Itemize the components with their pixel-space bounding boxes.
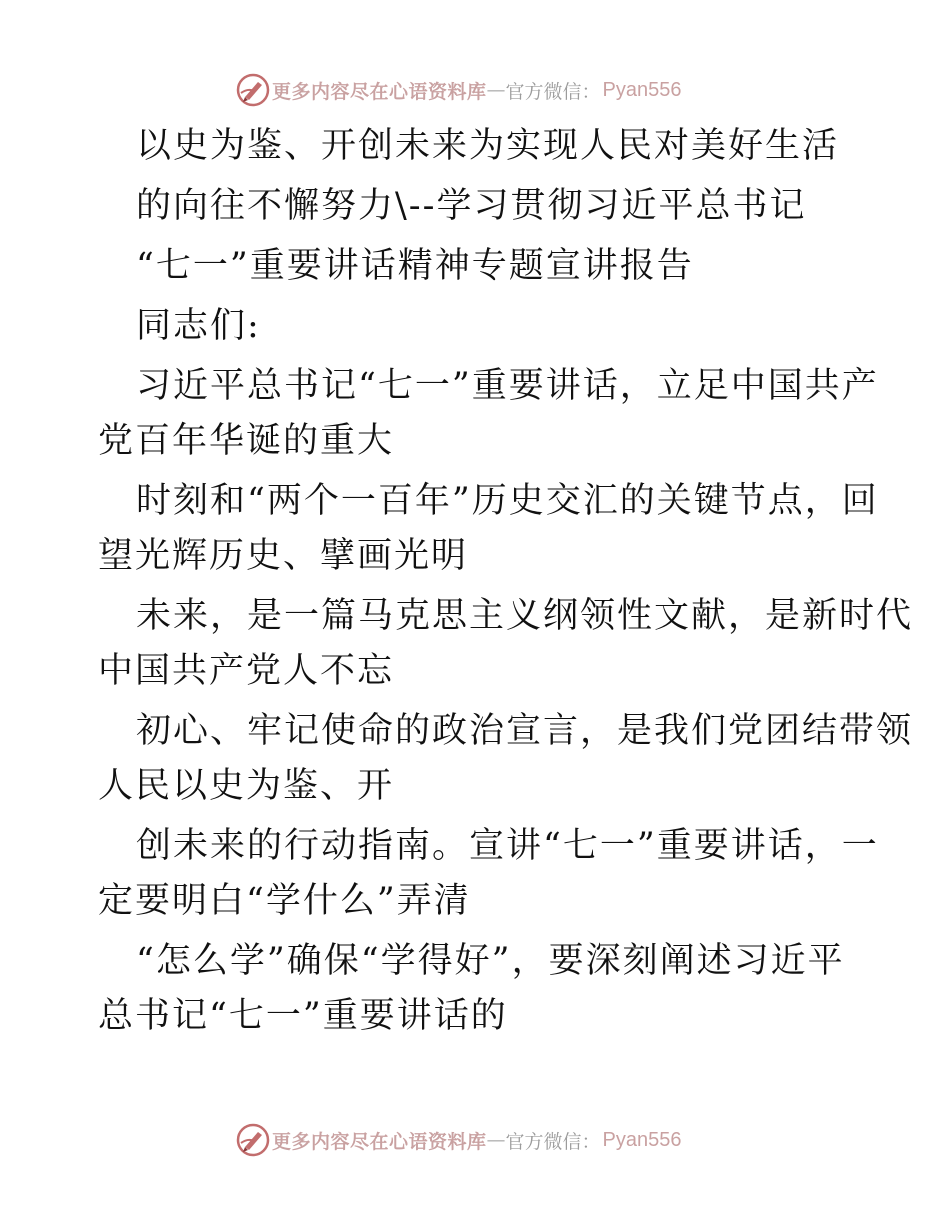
pen-logo-icon	[236, 1123, 270, 1157]
pen-logo-icon	[236, 73, 270, 107]
paragraph-line: 初心、牢记使命的政治宣言，是我们党团结带领	[136, 711, 914, 751]
banner-wechat-id: Pyan556	[602, 78, 682, 101]
banner-text: 更多内容尽在心语资料库	[272, 1130, 487, 1153]
salutation: 同志们:	[136, 306, 261, 346]
footer-banner	[236, 1123, 682, 1157]
title-line: 的向往不懈努力\--学习贯彻习近平总书记	[136, 186, 807, 226]
paragraph-line: 总书记“七一”重要讲话的	[98, 996, 508, 1036]
title-line: 以史为鉴、开创未来为实现人民对美好生活	[136, 126, 840, 166]
banner-wechat-label: 官方微信：	[505, 80, 601, 103]
paragraph-line: 习近平总书记“七一”重要讲话，立足中国共产	[136, 366, 879, 406]
paragraph-line: 党百年华诞的重大	[98, 421, 395, 461]
paragraph-line: 时刻和“两个一百年”历史交汇的关键节点，回	[136, 481, 879, 521]
paragraph-line: 定要明白“学什么”弄清	[98, 881, 471, 921]
banner-dash: —	[486, 1129, 506, 1151]
banner-dash: —	[486, 79, 506, 101]
title-line: “七一”重要讲话精神专题宣讲报告	[136, 246, 694, 286]
paragraph-line: 人民以史为鉴、开	[98, 766, 395, 806]
paragraph-line: 中国共产党人不忘	[98, 651, 395, 691]
banner-wechat-label: 官方微信：	[505, 1130, 601, 1153]
banner-text: 更多内容尽在心语资料库	[272, 80, 487, 103]
paragraph-line: “怎么学”确保“学得好”，要深刻阐述习近平	[136, 941, 845, 981]
paragraph-line: 创未来的行动指南。宣讲“七一”重要讲话，一	[136, 826, 879, 866]
header-banner	[236, 73, 682, 107]
paragraph-line: 望光辉历史、擘画光明	[98, 536, 469, 576]
banner-wechat-id: Pyan556	[602, 1128, 682, 1151]
paragraph-line: 未来，是一篇马克思主义纲领性文献，是新时代	[136, 596, 914, 636]
